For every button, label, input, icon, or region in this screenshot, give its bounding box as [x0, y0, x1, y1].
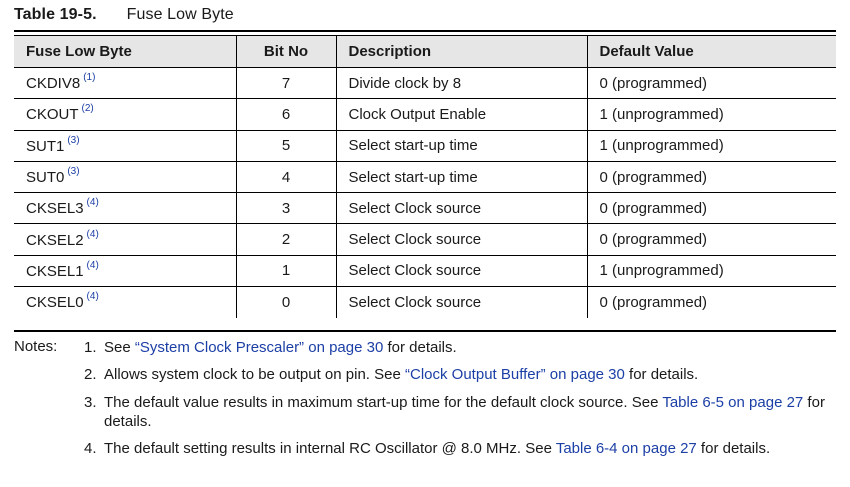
note-2	[84, 365, 834, 384]
fuse-name-cell	[14, 287, 236, 318]
note-text-part: Allows system clock to be output on pin. See	[104, 366, 405, 383]
table-row	[14, 193, 836, 224]
note-link[interactable]: Table 6-5 on page 27	[662, 394, 804, 411]
fuse-name: CKSEL3	[26, 200, 84, 218]
note-reference[interactable]: (1)	[83, 72, 96, 84]
default-value: 0 (programmed)	[587, 224, 836, 255]
header-fuse-low-byte: Fuse Low Byte	[14, 36, 236, 68]
note-link[interactable]: “Clock Output Buffer” on page 30	[405, 366, 625, 383]
note-reference[interactable]: (3)	[67, 166, 80, 178]
table-caption	[14, 6, 234, 24]
fuse-name-cell	[14, 161, 236, 192]
fuse-name-cell	[14, 193, 236, 224]
bit-number: 6	[236, 99, 336, 130]
table-row	[14, 255, 836, 286]
note-link[interactable]: “System Clock Prescaler” on page 30	[134, 339, 384, 356]
fuse-name: CKSEL2	[26, 231, 84, 249]
note-text	[84, 338, 834, 357]
default-value: 0 (programmed)	[587, 287, 836, 318]
note-text-part: for details.	[104, 394, 825, 430]
default-value: 1 (unprogrammed)	[587, 130, 836, 161]
description: Select Clock source	[336, 287, 587, 318]
bit-number: 2	[236, 224, 336, 255]
note-text-part: The default value results in maximum start-up time for the default clock source. See	[104, 394, 663, 411]
note-reference[interactable]: (3)	[67, 134, 80, 146]
bit-number: 7	[236, 68, 336, 99]
default-value: 0 (programmed)	[587, 193, 836, 224]
bit-number: 0	[236, 287, 336, 318]
note-reference[interactable]: (4)	[86, 228, 99, 240]
fuse-name: SUT1	[26, 137, 65, 155]
note-text	[84, 393, 834, 431]
bit-number: 5	[236, 130, 336, 161]
fuse-name: CKSEL1	[26, 262, 84, 280]
table-number: Table 19-5.	[14, 6, 97, 23]
note-text-part: for details.	[383, 339, 457, 356]
fuse-name-cell	[14, 255, 236, 286]
description: Select start-up time	[336, 130, 587, 161]
note-reference[interactable]: (4)	[86, 197, 99, 209]
note-text-part: The default setting results in internal RC Oscillator @ 8.0 MHz. See	[104, 440, 556, 457]
description: Select Clock source	[336, 193, 587, 224]
description: Select start-up time	[336, 161, 587, 192]
table-header-row	[14, 36, 836, 68]
default-value: 1 (unprogrammed)	[587, 99, 836, 130]
description: Select Clock source	[336, 255, 587, 286]
note-text	[84, 439, 834, 458]
description: Divide clock by 8	[336, 68, 587, 99]
description: Select Clock source	[336, 224, 587, 255]
table-row	[14, 99, 836, 130]
caption-rule	[14, 30, 836, 32]
note-4	[84, 439, 834, 458]
fuse-name-cell	[14, 224, 236, 255]
table-bottom-rule	[14, 330, 836, 332]
fuse-name-cell	[14, 68, 236, 99]
fuse-name: CKSEL0	[26, 294, 84, 312]
fuse-name: CKDIV8	[26, 75, 81, 93]
bit-number: 3	[236, 193, 336, 224]
fuse-name: CKOUT	[26, 106, 79, 124]
table-title: Fuse Low Byte	[126, 6, 234, 23]
note-text-part: See	[104, 339, 135, 356]
note-text-part: for details.	[696, 440, 771, 457]
note-reference[interactable]: (2)	[81, 103, 94, 115]
default-value: 0 (programmed)	[587, 161, 836, 192]
header-description: Description	[336, 36, 587, 68]
note-1	[84, 338, 834, 357]
note-text-part: for details.	[624, 366, 699, 383]
note-number: 3.	[84, 394, 97, 411]
fuse-low-byte-table	[14, 35, 836, 318]
table-row	[14, 287, 836, 318]
bit-number: 4	[236, 161, 336, 192]
note-number: 4.	[84, 440, 97, 457]
note-reference[interactable]: (4)	[86, 259, 99, 271]
header-bit-no: Bit No	[236, 36, 336, 68]
description: Clock Output Enable	[336, 99, 587, 130]
header-default-value: Default Value	[587, 36, 836, 68]
fuse-name-cell	[14, 99, 236, 130]
fuse-name-cell	[14, 130, 236, 161]
note-number: 1.	[84, 339, 97, 356]
table-row	[14, 130, 836, 161]
note-reference[interactable]: (4)	[86, 291, 99, 303]
notes-label: Notes:	[14, 338, 58, 355]
fuse-name: SUT0	[26, 169, 65, 187]
note-link[interactable]: Table 6-4 on page 27	[555, 440, 697, 457]
table-row	[14, 68, 836, 99]
note-number: 2.	[84, 366, 97, 383]
note-text	[84, 365, 834, 384]
note-3	[84, 393, 834, 431]
table-row	[14, 161, 836, 192]
default-value: 1 (unprogrammed)	[587, 255, 836, 286]
bit-number: 1	[236, 255, 336, 286]
default-value: 0 (programmed)	[587, 68, 836, 99]
table-row	[14, 224, 836, 255]
